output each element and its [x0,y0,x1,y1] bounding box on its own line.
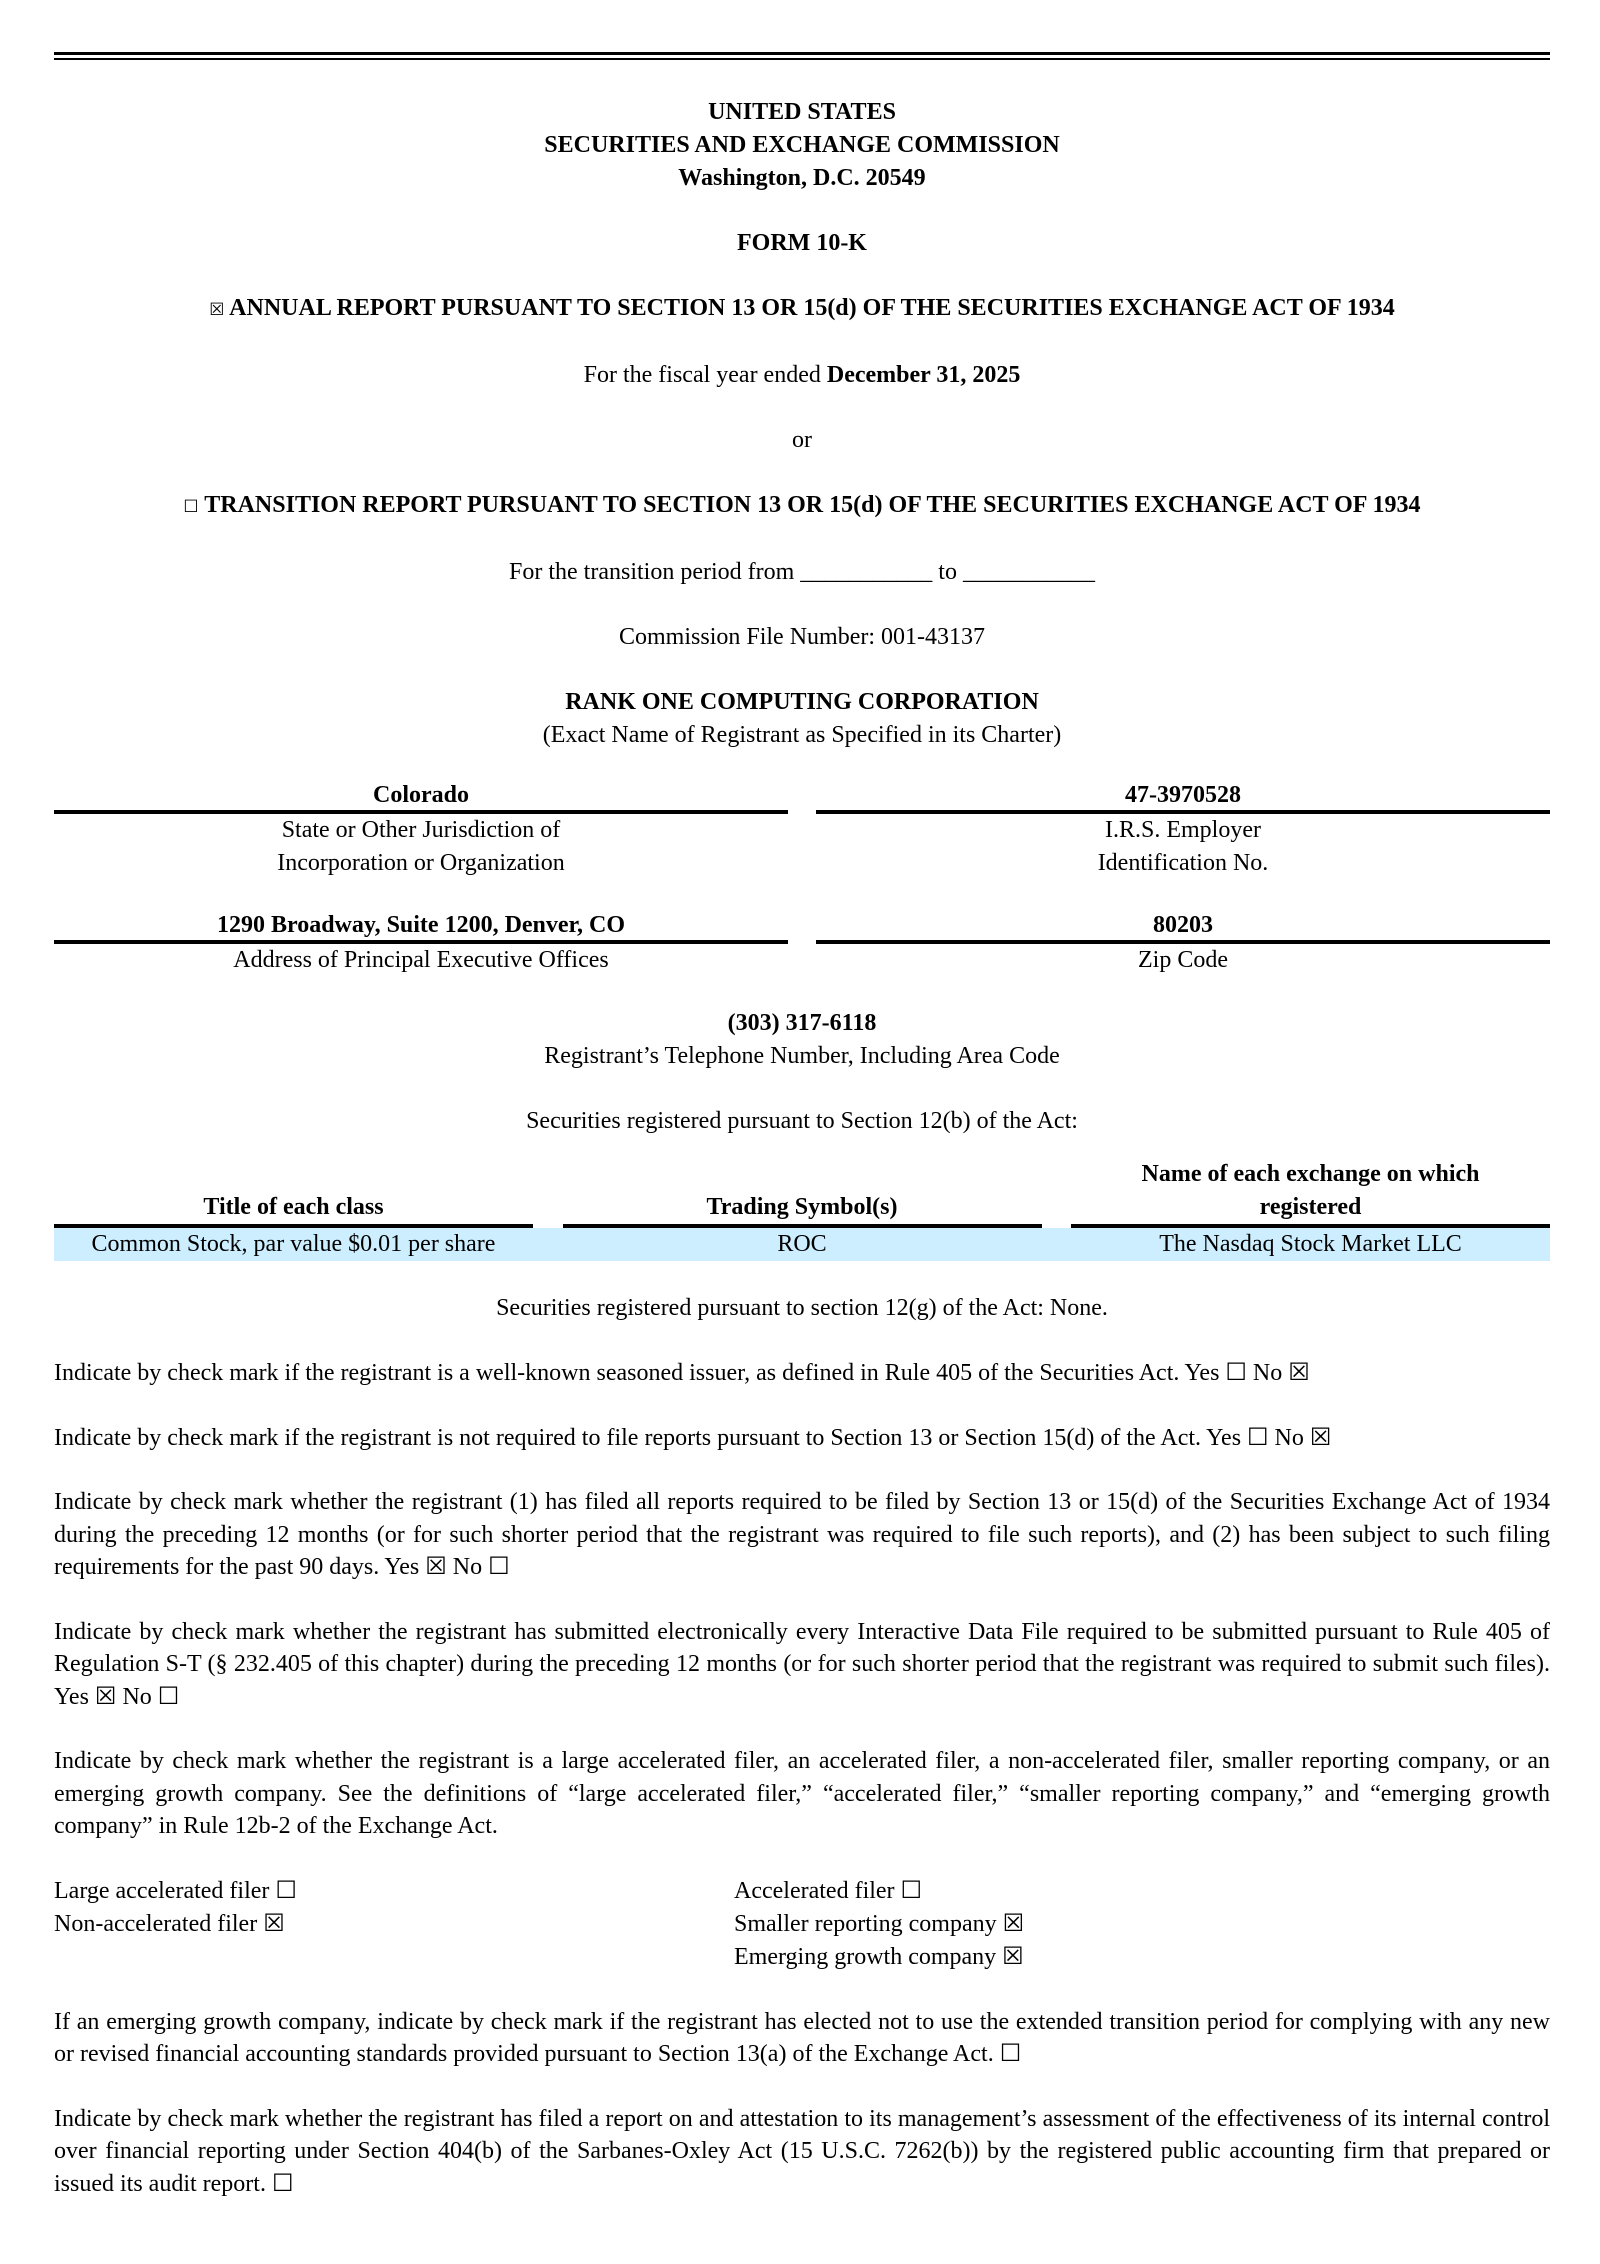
fiscal-year-prefix: For the fiscal year ended [583,362,827,388]
header-trading-symbol [563,1158,1042,1228]
agency-line-1: UNITED STATES [708,99,896,125]
not-required-question: Indicate by check mark if the registrant is not required to file reports pursuant to Section 13 or Section 15(d) of the Act. Yes ☐ No ☒ [54,1424,1332,1451]
agency-line-3: Washington, D.C. 20549 [678,165,926,191]
filer-type-question: Indicate by check mark whether the registrant is a large accelerated filer, an accelerated filer, a non-accelerated filer, smaller reporting company, or an emerging growth company. See the definitions of “large accelerated filer,” “accelerated filer,” “smaller reporting company,” and “emerging growth company” in Rule 12b-2 of the Exchange Act. [54,1748,1550,1839]
header-trading-symbol-label: Trading Symbol(s) [706,1194,898,1220]
address-block [54,910,788,977]
transition-report-label: TRANSITION REPORT PURSUANT TO SECTION 13 OR 15(d) OF THE SECURITIES EXCHANGE ACT OF 1934 [204,492,1421,518]
zip-block [816,910,1550,977]
commission-file-number: Commission File Number: 001-43137 [619,624,985,650]
registrant-name: RANK ONE COMPUTING CORPORATION [565,689,1039,715]
form-page [54,52,1550,2200]
row-title-class: Common Stock, par value $0.01 per share [54,1228,533,1261]
securities-12g-line: Securities registered pursuant to section 12(g) of the Act: None. [496,1295,1108,1321]
header-title-class [54,1158,533,1228]
smaller-reporting-company: Smaller reporting company ☒ [734,1910,1025,1937]
agency-header [54,96,1550,195]
interactive-data-question: Indicate by check mark whether the registrant has submitted electronically every Interactive Data File required to be submitted pursuant to Rule 405 of Regulation S-T (§ 232.405 of this chapter) during the preceding 12 months (or for such shorter period that the registrant was required to submit such files). Yes ☒ No ☐ [54,1618,1550,1710]
header-exchange-line-1: Name of each exchange on which [1141,1161,1480,1187]
phone-caption: Registrant’s Telephone Number, Including Area Code [544,1043,1060,1069]
annual-report-checkbox: ☒ [209,300,225,320]
icfr-attestation-question: Indicate by check mark whether the registrant has filed a report on and attestation to its management’s assessment of the effectiveness of its internal control over financial reporting under Section 404(b) of the Sarbanes-Oxley Act (15 U.S.C. 7262(b)) by the registered public accounting firm that prepared or issued its audit report. ☐ [54,2105,1550,2197]
zip-value: 80203 [816,910,1550,944]
large-accelerated-filer: Large accelerated filer ☐ [54,1877,297,1904]
filer-status-right [734,1875,1434,1974]
header-exchange-line-2: registered [1259,1194,1362,1220]
filer-status-grid [54,1875,1550,1974]
transition-report-checkbox: ☐ [183,497,199,517]
annual-report-line [54,292,1550,327]
state-caption-2: Incorporation or Organization [277,850,565,876]
securities-12b-intro: Securities registered pursuant to Section 12(b) of the Act: [526,1108,1078,1134]
state-block [54,780,788,880]
egc-transition-question: If an emerging growth company, indicate by check mark if the registrant has elected not to use the extended transition period for complying with any new or revised financial accounting standards provided pursuant to Section 13(a) of the Exchange Act. ☐ [54,2008,1550,2067]
top-double-rule [54,52,1550,60]
state-irs-row [54,780,1550,880]
zip-caption: Zip Code [1138,947,1228,973]
fiscal-year-line [54,359,1550,392]
address-value: 1290 Broadway, Suite 1200, Denver, CO [54,910,788,944]
state-value: Colorado [54,780,788,814]
row-trading-symbol: ROC [563,1228,1042,1261]
securities-12b-data-row [54,1228,1550,1261]
header-exchange-label [1142,1158,1480,1224]
fiscal-year-date: December 31, 2025 [826,362,1021,388]
non-accelerated-filer: Non-accelerated filer ☒ [54,1910,285,1937]
agency-line-2: SECURITIES AND EXCHANGE COMMISSION [544,132,1060,158]
header-exchange [1071,1158,1550,1228]
annual-report-label: ANNUAL REPORT PURSUANT TO SECTION 13 OR 15(d) OF THE SECURITIES EXCHANGE ACT OF 1934 [229,295,1395,321]
emerging-growth-company: Emerging growth company ☒ [734,1943,1024,1970]
filer-status-left [54,1875,734,1974]
address-caption: Address of Principal Executive Offices [233,947,609,973]
securities-12b-header-row [54,1158,1550,1228]
irs-block [816,780,1550,880]
header-title-class-label: Title of each class [203,1194,384,1220]
transition-period-line: For the transition period from ___________ to ___________ [509,559,1095,585]
phone-number: (303) 317-6118 [727,1010,877,1036]
irs-caption-2: Identification No. [1097,850,1269,876]
address-zip-row [54,910,1550,977]
wksi-question: Indicate by check mark if the registrant is a well-known seasoned issuer, as defined in Rule 405 of the Securities Act. Yes ☐ No ☒ [54,1360,1310,1386]
irs-value: 47-3970528 [816,780,1550,814]
irs-caption-1: I.R.S. Employer [1105,817,1261,843]
transition-report-line [54,489,1550,524]
row-exchange: The Nasdaq Stock Market LLC [1071,1228,1550,1261]
filed-all-reports-question: Indicate by check mark whether the registrant (1) has filed all reports required to be filed by Section 13 or 15(d) of the Securities Exchange Act of 1934 during the preceding 12 months (or for such shorter period that the registrant was required to file such reports), and (2) has been subject to such filing requirements for the past 90 days. Yes ☒ No ☐ [54,1489,1550,1580]
or-separator: or [792,427,812,453]
accelerated-filer: Accelerated filer ☐ [734,1877,923,1904]
form-title: FORM 10-K [737,230,867,256]
registrant-name-caption: (Exact Name of Registrant as Specified in its Charter) [542,722,1062,748]
state-caption-1: State or Other Jurisdiction of [281,817,561,843]
